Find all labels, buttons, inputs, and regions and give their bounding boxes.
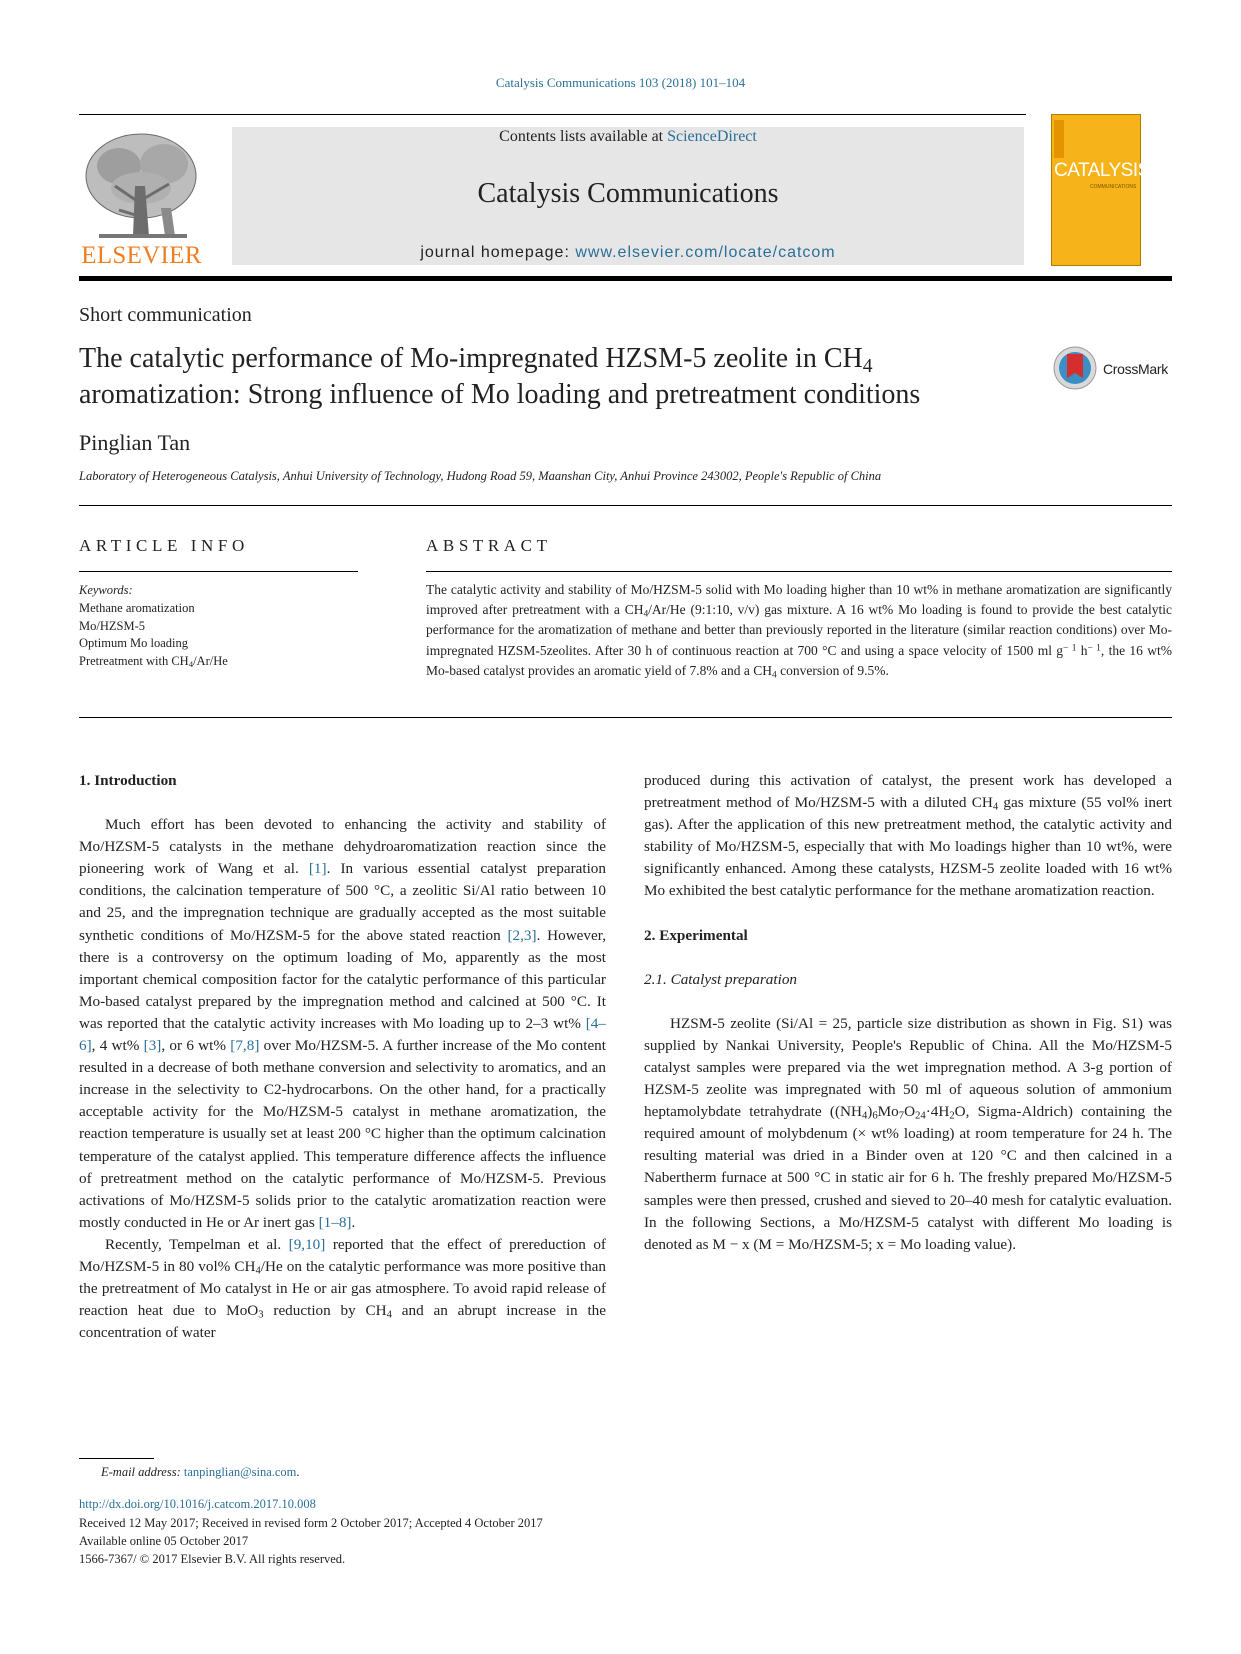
introduction-paragraph-3: produced during this activation of catalyst, the present work has developed a pretreatment method of Mo/HZSM-5 with a diluted $CH_4$ gas mixture (55 vol% inert gas). After the application of this new pretreatment method, the catalytic activity and stability of Mo/HZSM-5, especially that with Mo loadings higher than 10 wt%, were significantly enhanced. Among these catalysts, HZSM-5 zeolite loaded with 16 wt% Mo exhibited the best catalytic performance for the methane aromatization reaction.	[644, 772, 1172, 900]
journal-title: Catalysis Communications	[477, 178, 779, 209]
citation-link[interactable]: [4–6]	[79, 1014, 606, 1055]
citation-link[interactable]: [2,3]	[507, 926, 537, 944]
introduction-paragraph-2: Recently, Tempelman et al. [9,10] reported that the effect of prereduction of Mo/HZSM-5 in 80 vol% $CH_4/He$ on the catalytic performance was more positive than the pretreatment of Mo catalyst in He or air gas atmosphere. To avoid rapid release of reaction heat due to MoO$_3$ reduction by $CH_4$ and an abrupt increase in the concentration of water	[79, 1235, 607, 1342]
crossmark-icon[interactable]	[1053, 346, 1097, 390]
footnote-rule	[79, 1458, 154, 1459]
copyright-notice: 1566-7367/ © 2017 Elsevier B.V. All rights reserved.	[79, 1551, 346, 1566]
journal-reference-link[interactable]: Catalysis Communications 103 (2018) 101–104	[495, 75, 746, 90]
abstract-rule	[426, 571, 1172, 572]
article-info-rule	[79, 571, 358, 572]
introduction-heading: 1. Introduction	[79, 772, 177, 789]
rule-after-affiliation	[79, 505, 1172, 506]
catalyst-preparation-heading: 2.1. Catalyst preparation	[644, 970, 798, 988]
article-type: Short communication	[79, 304, 252, 326]
author-name: Pinglian Tan	[79, 430, 191, 455]
cover-strip	[1054, 120, 1064, 158]
citation-link[interactable]: [1]	[308, 860, 327, 878]
homepage-link[interactable]: www.elsevier.com/locate/catcom	[575, 244, 836, 261]
contents-availability: Contents lists available at ScienceDirect	[499, 128, 757, 145]
journal-cover-thumbnail[interactable]	[1051, 114, 1141, 266]
doi-link[interactable]: http://dx.doi.org/10.1016/j.catcom.2017.10.008	[79, 1497, 316, 1511]
email-link[interactable]: tanpinglian@sina.com	[183, 1465, 297, 1479]
keyword-item: Optimum Mo loading	[79, 636, 189, 651]
rule-after-abstract	[79, 717, 1172, 718]
elsevier-wordmark: ELSEVIER	[81, 242, 202, 269]
journal-homepage: journal homepage: www.elsevier.com/locate/catcom	[420, 244, 836, 261]
article-info-heading: ARTICLE INFO	[79, 536, 249, 555]
cover-subtitle: COMMUNICATIONS	[1090, 184, 1137, 190]
citation-link[interactable]: [3]	[143, 1037, 162, 1055]
keywords-label: Keywords:	[79, 583, 133, 597]
body-left-column	[79, 770, 606, 1344]
corresponding-email: E-mail address: tanpinglian@sina.com.	[101, 1465, 300, 1479]
keywords-block	[79, 582, 228, 671]
citation-link[interactable]: [7,8]	[230, 1037, 260, 1055]
crossmark-label[interactable]: CrossMark	[1103, 361, 1168, 377]
received-dates: Received 12 May 2017; Received in revised form 2 October 2017; Accepted 4 October 2017	[79, 1516, 543, 1530]
citation-link[interactable]: [9,10]	[288, 1235, 326, 1253]
article-history	[79, 1515, 543, 1568]
keyword-item: Pretreatment with $CH_4/Ar/He$	[79, 654, 228, 670]
experimental-heading: 2. Experimental	[644, 926, 748, 944]
available-online-date: Available online 05 October 2017	[79, 1533, 249, 1548]
body-right-column	[644, 770, 1172, 1256]
catalyst-preparation-paragraph: HZSM-5 zeolite (Si/Al = 25, particle size distribution as shown in Fig. S1) was supplied by Nankai University, People's Republic of China. All the Mo/HZSM-5 catalyst samples were prepared via the wet impregnation method. A 3-g portion of HZSM-5 zeolite was impregnated with 50 ml of aqueous solution of ammonium heptamolybdate tetrahydrate ($(NH_4)_6Mo_7O_{24}\cdot 4H_2O$, Sigma-Aldrich) containing the required amount of molybdenum (× wt% loading) at room temperature for 24 h. The resulting material was dried in a Binder oven at 120 °C and then calcined in a Nabertherm furnace at 500 °C in static air for 6 h. The freshly prepared Mo/HZSM-5 samples were then pressed, crushed and sieved to 20–40 mesh for catalytic evaluation. In the following Sections, a Mo/HZSM-5 catalyst with different Mo loading is denoted as M − x (M = Mo/HZSM-5; x = Mo loading value).	[644, 1014, 1172, 1253]
abstract-text: The catalytic activity and stability of Mo/HZSM-5 solid with Mo loading higher than 10 wt% in methane aromatization are significantly improved after pretreatment with a $CH_4/Ar/He$ (9:1:10, v/v) gas mixture. A 16 wt% Mo loading is found to provide the best catalytic performance for the aromatization of methane and better than previously reported in the literature (similar reaction conditions) over Mo-impregnated HZSM-5zeolites. After 30 h of continuous reaction at 700 °C and using a space velocity of 1500 ml $g^{- 1}$ $h^{- 1}$, the 16 wt% Mo-based catalyst provides an aromatic yield of 7.8% and a $CH_4$ conversion of 9.5%.	[426, 582, 1173, 681]
cover-title: CATALYSIS	[1054, 160, 1150, 181]
author-affiliation: Laboratory of Heterogeneous Catalysis, Anhui University of Technology, Hudong Road 59, Maanshan City, Anhui Province 243002, People's Republic of China	[79, 469, 882, 483]
keyword-item: Mo/HZSM-5	[79, 618, 145, 633]
header-thick-rule	[79, 276, 1172, 281]
top-rule	[79, 114, 1026, 115]
sciencedirect-link[interactable]: ScienceDirect	[667, 128, 757, 145]
abstract-heading: ABSTRACT	[426, 536, 552, 555]
keyword-item: Methane aromatization	[79, 600, 195, 615]
article-title: The catalytic performance of Mo-impregnated HZSM-5 zeolite in $CH_4$ aromatization: Strong influence of Mo loading and pretreatment conditions	[79, 343, 921, 410]
citation-link[interactable]: [1–8]	[318, 1213, 352, 1231]
introduction-paragraph-1: Much effort has been devoted to enhancing the activity and stability of Mo/HZSM-5 catalysts in the methane dehydroaromatization reaction since the pioneering work of Wang et al. [1]. In various essential catalyst preparation conditions, the calcination temperature of 500 °C, a zeolitic Si/Al ratio between 10 and 25, and the impregnation technique are gradually accepted as the most suitable synthetic conditions of Mo/HZSM-5 for the above stated reaction [2,3]. However, there is a controversy on the optimum loading of Mo, apparently as the most important chemical composition factor for the catalytic performance of this particular Mo-based catalyst prepared by the impregnation method and calcined at 500 °C. It was reported that the catalytic activity increases with Mo loading up to 2–3 wt% [4–6], 4 wt% [3], or 6 wt% [7,8] over Mo/HZSM-5. A further increase of the Mo content resulted in a decrease of both methane conversion and selectivity to aromatics, and an increase in the selectivity to C2-hydrocarbons. On the other hand, for a practically acceptable activity for the Mo/HZSM-5 catalyst in methane aromatization, the reaction temperature is usually set at least 200 °C higher than the optimum calcination temperature of the catalyst applied. This temperature difference affects the influence of pretreatment method on the catalytic performance of Mo/HZSM-5. Previous activations of Mo/HZSM-5 solids prior to the catalytic aromatization reaction were mostly conducted in He or Ar inert gas [1–8].	[79, 816, 606, 1231]
